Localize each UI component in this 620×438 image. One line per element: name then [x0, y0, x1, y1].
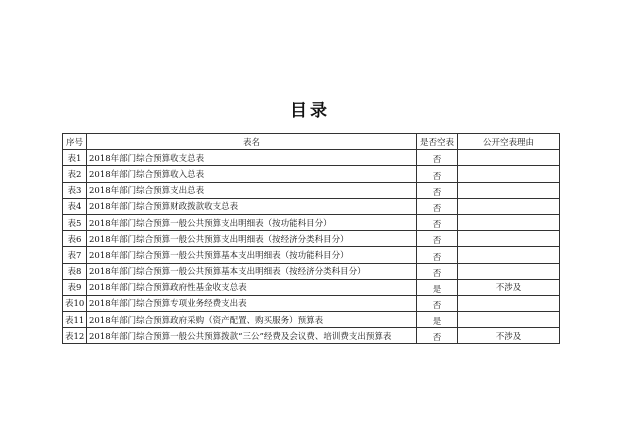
cell-reason: [458, 198, 560, 214]
cell-name: 2018年部门综合预算一般公共预算基本支出明细表（按功能科目分）: [87, 247, 417, 263]
cell-empty: 是: [417, 279, 458, 295]
cell-seq: 表4: [63, 198, 87, 214]
table-row: [63, 150, 560, 166]
page-title: 目录: [290, 101, 330, 121]
cell-seq: 表3: [63, 182, 87, 198]
cell-name: 2018年部门综合预算收入总表: [87, 166, 417, 182]
cell-empty: 否: [417, 231, 458, 247]
cell-name: 2018年部门综合预算政府采购（资产配置、购买服务）预算表: [87, 312, 417, 328]
cell-empty: 否: [417, 263, 458, 279]
cell-reason: [458, 150, 560, 166]
table-row: [63, 166, 560, 182]
cell-reason: [458, 312, 560, 328]
table-row: [63, 214, 560, 230]
catalog-table: [62, 133, 560, 344]
table-row: [63, 182, 560, 198]
cell-name: 2018年部门综合预算政府性基金收支总表: [87, 279, 417, 295]
cell-reason: [458, 231, 560, 247]
cell-reason: [458, 166, 560, 182]
cell-reason: 不涉及: [458, 279, 560, 295]
cell-empty: 否: [417, 328, 458, 344]
cell-name: 2018年部门综合预算一般公共预算支出明细表（按功能科目分）: [87, 214, 417, 230]
table-row: [63, 312, 560, 328]
cell-seq: 表12: [63, 328, 87, 344]
cell-empty: 否: [417, 214, 458, 230]
table-row: [63, 328, 560, 344]
table-row: [63, 279, 560, 295]
cell-name: 2018年部门综合预算专项业务经费支出表: [87, 295, 417, 311]
header-seq: 序号: [63, 134, 87, 150]
cell-reason: [458, 295, 560, 311]
header-name: 表名: [87, 134, 417, 150]
cell-empty: 否: [417, 198, 458, 214]
table-row: [63, 247, 560, 263]
cell-empty: 否: [417, 150, 458, 166]
cell-empty: 是: [417, 312, 458, 328]
cell-reason: [458, 214, 560, 230]
cell-seq: 表8: [63, 263, 87, 279]
cell-name: 2018年部门综合预算一般公共预算支出明细表（按经济分类科目分）: [87, 231, 417, 247]
cell-empty: 否: [417, 247, 458, 263]
cell-name: 2018年部门综合预算收支总表: [87, 150, 417, 166]
header-reason: 公开空表理由: [458, 134, 560, 150]
table-row: [63, 295, 560, 311]
cell-reason: [458, 182, 560, 198]
cell-name: 2018年部门综合预算财政拨款收支总表: [87, 198, 417, 214]
cell-name: 2018年部门综合预算一般公共预算拨款“三公”经费及会议费、培训费支出预算表: [87, 328, 417, 344]
cell-seq: 表5: [63, 214, 87, 230]
cell-seq: 表10: [63, 295, 87, 311]
table-row: [63, 263, 560, 279]
table-row: [63, 198, 560, 214]
cell-empty: 否: [417, 166, 458, 182]
cell-reason: [458, 263, 560, 279]
cell-empty: 否: [417, 182, 458, 198]
cell-reason: 不涉及: [458, 328, 560, 344]
cell-seq: 表2: [63, 166, 87, 182]
table-row: [63, 231, 560, 247]
cell-seq: 表1: [63, 150, 87, 166]
cell-seq: 表6: [63, 231, 87, 247]
header-empty: 是否空表: [417, 134, 458, 150]
cell-name: 2018年部门综合预算一般公共预算基本支出明细表（按经济分类科目分）: [87, 263, 417, 279]
cell-empty: 否: [417, 295, 458, 311]
cell-reason: [458, 247, 560, 263]
cell-seq: 表7: [63, 247, 87, 263]
cell-seq: 表11: [63, 312, 87, 328]
cell-seq: 表9: [63, 279, 87, 295]
cell-name: 2018年部门综合预算支出总表: [87, 182, 417, 198]
table-header-row: [63, 134, 560, 150]
